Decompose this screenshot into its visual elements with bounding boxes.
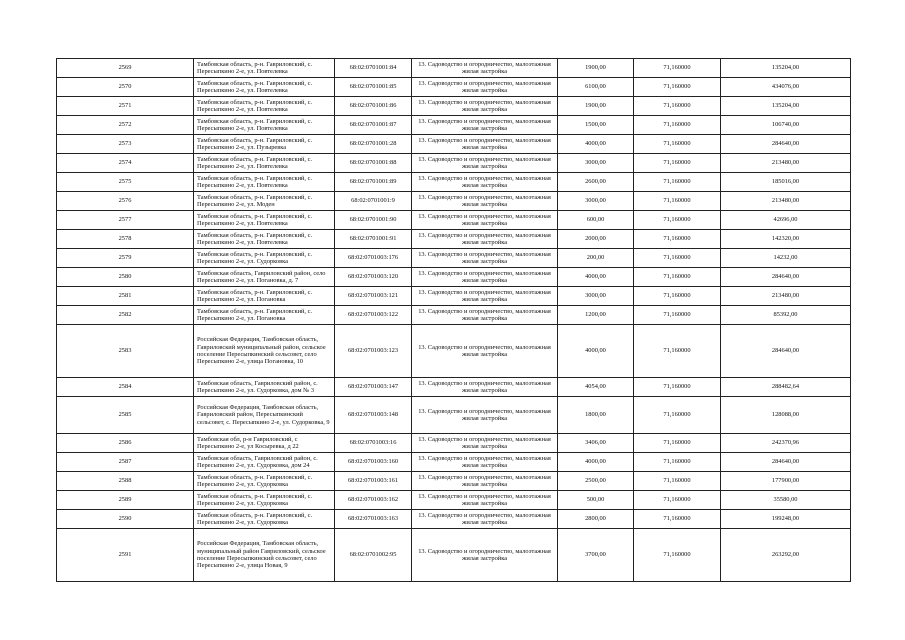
- cadastral-number-cell: 68:02:0701003:162: [335, 491, 412, 510]
- cadastral-value-cell: 35580,00: [721, 491, 851, 510]
- specific-value-cell: 71,160000: [634, 453, 721, 472]
- cadastral-value-cell: 284640,00: [721, 453, 851, 472]
- table-row: [57, 529, 851, 582]
- specific-value-cell: 71,160000: [634, 397, 721, 434]
- land-use-cell: 13. Садоводство и огородничество, малоэтажная жилая застройка: [412, 192, 558, 211]
- area-cell: 2600,00: [558, 173, 634, 192]
- row-number-cell: 2571: [57, 97, 194, 116]
- row-number-cell: 2582: [57, 306, 194, 325]
- area-cell: 600,00: [558, 211, 634, 230]
- area-cell: 2000,00: [558, 230, 634, 249]
- cadastral-number-cell: 68:02:0701003:160: [335, 453, 412, 472]
- row-number-cell: 2589: [57, 491, 194, 510]
- specific-value-cell: 71,160000: [634, 434, 721, 453]
- row-number-cell: 2577: [57, 211, 194, 230]
- address-cell: Российская Федерация, Тамбовская область, Гавриловский район, Пересыпкинский сельсовет, с. Пересыпкино 2-е, ул. Судорковка, 9: [194, 397, 335, 434]
- specific-value-cell: 71,160000: [634, 472, 721, 491]
- land-use-cell: 13. Садоводство и огородничество, малоэтажная жилая застройка: [412, 249, 558, 268]
- address-cell: Российская Федерация, Тамбовская область, Гавриловский муниципальный район, сельское поселение Пересыпкинский сельсовет, село Пересыпкино 2-е, улица Погановка, 10: [194, 325, 335, 378]
- specific-value-cell: 71,160000: [634, 230, 721, 249]
- area-cell: 3000,00: [558, 154, 634, 173]
- cadastral-number-cell: 68:02:0701001:90: [335, 211, 412, 230]
- area-cell: 3406,00: [558, 434, 634, 453]
- document-page: [56, 58, 851, 582]
- address-cell: Тамбовская область, р-н. Гавриловский, с. Пересыпкино 2-е, ул. Повтелевка: [194, 173, 335, 192]
- land-use-cell: 13. Садоводство и огородничество, малоэтажная жилая застройка: [412, 472, 558, 491]
- cadastral-number-cell: 68:02:0701001:89: [335, 173, 412, 192]
- specific-value-cell: 71,160000: [634, 173, 721, 192]
- cadastral-number-cell: 68:02:0701003:123: [335, 325, 412, 378]
- address-cell: Тамбовская область, р-н. Гавриловский, с. Пересыпкино 2-е, ул. Моден: [194, 192, 335, 211]
- area-cell: 1200,00: [558, 306, 634, 325]
- cadastral-value-cell: 213480,00: [721, 287, 851, 306]
- cadastral-value-cell: 42696,00: [721, 211, 851, 230]
- specific-value-cell: 71,160000: [634, 325, 721, 378]
- address-cell: Тамбовская обл, р-н Гавриловский, с Пересыпкино 2-е, ул Косыревка, д 22: [194, 434, 335, 453]
- row-number-cell: 2584: [57, 378, 194, 397]
- cadastral-number-cell: 68:02:0701001:28: [335, 135, 412, 154]
- table-row: [57, 287, 851, 306]
- cadastral-value-cell: 135204,00: [721, 59, 851, 78]
- area-cell: 2500,00: [558, 472, 634, 491]
- specific-value-cell: 71,160000: [634, 97, 721, 116]
- land-use-cell: 13. Садоводство и огородничество, малоэтажная жилая застройка: [412, 78, 558, 97]
- address-cell: Российская Федерация, Тамбовская область, муниципальный район Гавриловский, сельское поселение Пересыпкинский сельсовет, село Пересыпкино 2-е, улица Новая, 9: [194, 529, 335, 582]
- address-cell: Тамбовская область, р-н. Гавриловский, с. Пересыпкино 2-е, ул. Повтелевка: [194, 154, 335, 173]
- cadastral-number-cell: 68:02:0701001:88: [335, 154, 412, 173]
- cadastral-value-cell: 284640,00: [721, 325, 851, 378]
- land-use-cell: 13. Садоводство и огородничество, малоэтажная жилая застройка: [412, 529, 558, 582]
- specific-value-cell: 71,160000: [634, 378, 721, 397]
- specific-value-cell: 71,160000: [634, 287, 721, 306]
- cadastral-value-cell: 288482,64: [721, 378, 851, 397]
- specific-value-cell: 71,160000: [634, 306, 721, 325]
- cadastral-number-cell: 68:02:0701003:161: [335, 472, 412, 491]
- address-cell: Тамбовская область, р-н. Гавриловский, с. Пересыпкино 2-е, ул. Повтелевка: [194, 116, 335, 135]
- table-row: [57, 453, 851, 472]
- cadastral-value-cell: 106740,00: [721, 116, 851, 135]
- area-cell: 4000,00: [558, 325, 634, 378]
- table-body: [57, 59, 851, 582]
- table-row: [57, 378, 851, 397]
- address-cell: Тамбовская область, р-н. Гавриловский, с. Пересыпкино 2-е, ул. Погановка: [194, 306, 335, 325]
- land-use-cell: 13. Садоводство и огородничество, малоэтажная жилая застройка: [412, 116, 558, 135]
- address-cell: Тамбовская область, р-н. Гавриловский, с. Пересыпкино 2-е, ул. Судорковка: [194, 510, 335, 529]
- area-cell: 6100,00: [558, 78, 634, 97]
- cadastral-number-cell: 68:02:0701001:85: [335, 78, 412, 97]
- land-use-cell: 13. Садоводство и огородничество, малоэтажная жилая застройка: [412, 268, 558, 287]
- cadastral-value-cell: 284640,00: [721, 268, 851, 287]
- specific-value-cell: 71,160000: [634, 116, 721, 135]
- land-use-cell: 13. Садоводство и огородничество, малоэтажная жилая застройка: [412, 135, 558, 154]
- table-row: [57, 306, 851, 325]
- cadastral-number-cell: 68:02:0701001:9: [335, 192, 412, 211]
- area-cell: 2800,00: [558, 510, 634, 529]
- cadastral-value-cell: 284640,00: [721, 135, 851, 154]
- land-use-cell: 13. Садоводство и огородничество, малоэтажная жилая застройка: [412, 173, 558, 192]
- address-cell: Тамбовская область, р-н. Гавриловский, с. Пересыпкино 2-е, ул. Повтелевка: [194, 59, 335, 78]
- cadastral-number-cell: 68:02:0701001:84: [335, 59, 412, 78]
- row-number-cell: 2575: [57, 173, 194, 192]
- row-number-cell: 2570: [57, 78, 194, 97]
- row-number-cell: 2578: [57, 230, 194, 249]
- specific-value-cell: 71,160000: [634, 78, 721, 97]
- address-cell: Тамбовская область, р-н. Гавриловский, с. Пересыпкино 2-е, ул. Судорковка: [194, 249, 335, 268]
- land-use-cell: 13. Садоводство и огородничество, малоэтажная жилая застройка: [412, 306, 558, 325]
- address-cell: Тамбовская область, р-н. Гавриловский, с. Пересыпкино 2-е, ул. Погановка: [194, 287, 335, 306]
- specific-value-cell: 71,160000: [634, 192, 721, 211]
- cadastral-value-cell: 185016,00: [721, 173, 851, 192]
- area-cell: 4000,00: [558, 135, 634, 154]
- address-cell: Тамбовская область, р-н. Гавриловский, с. Пересыпкино 2-е, ул. Повтелевка: [194, 78, 335, 97]
- table-row: [57, 510, 851, 529]
- land-use-cell: 13. Садоводство и огородничество, малоэтажная жилая застройка: [412, 491, 558, 510]
- table-row: [57, 211, 851, 230]
- row-number-cell: 2591: [57, 529, 194, 582]
- specific-value-cell: 71,160000: [634, 491, 721, 510]
- cadastral-value-cell: 213480,00: [721, 192, 851, 211]
- table-row: [57, 397, 851, 434]
- row-number-cell: 2572: [57, 116, 194, 135]
- cadastral-number-cell: 68:02:0701003:122: [335, 306, 412, 325]
- row-number-cell: 2569: [57, 59, 194, 78]
- cadastral-value-cell: 135204,00: [721, 97, 851, 116]
- cadastral-value-cell: 14232,00: [721, 249, 851, 268]
- address-cell: Тамбовская область, р-н. Гавриловский, с. Пересыпкино 2-е, ул. Судорковка: [194, 472, 335, 491]
- table-row: [57, 472, 851, 491]
- cadastral-value-cell: 263292,00: [721, 529, 851, 582]
- cadastral-number-cell: 68:02:0701003:120: [335, 268, 412, 287]
- row-number-cell: 2585: [57, 397, 194, 434]
- specific-value-cell: 71,160000: [634, 59, 721, 78]
- cadastral-number-cell: 68:02:0701003:147: [335, 378, 412, 397]
- specific-value-cell: 71,160000: [634, 211, 721, 230]
- cadastral-value-cell: 85392,00: [721, 306, 851, 325]
- address-cell: Тамбовская область, р-н. Гавриловский, с. Пересыпкино 2-е, ул. Судорковка: [194, 491, 335, 510]
- area-cell: 500,00: [558, 491, 634, 510]
- row-number-cell: 2573: [57, 135, 194, 154]
- specific-value-cell: 71,160000: [634, 529, 721, 582]
- row-number-cell: 2586: [57, 434, 194, 453]
- address-cell: Тамбовская область, р-н. Гавриловский, с. Пересыпкино 2-е, ул. Повтелевка: [194, 230, 335, 249]
- table-row: [57, 192, 851, 211]
- row-number-cell: 2580: [57, 268, 194, 287]
- area-cell: 3000,00: [558, 287, 634, 306]
- table-row: [57, 78, 851, 97]
- address-cell: Тамбовская область, р-н. Гавриловский, с. Пересыпкино 2-е, ул. Повтелевка: [194, 211, 335, 230]
- table-row: [57, 325, 851, 378]
- area-cell: 1800,00: [558, 397, 634, 434]
- area-cell: 4000,00: [558, 268, 634, 287]
- cadastral-value-cell: 213480,00: [721, 154, 851, 173]
- address-cell: Тамбовская область, Гавриловский район, с. Пересыпкино 2-е, ул. Судорковка, дом 24: [194, 453, 335, 472]
- specific-value-cell: 71,160000: [634, 268, 721, 287]
- land-use-cell: 13. Садоводство и огородничество, малоэтажная жилая застройка: [412, 211, 558, 230]
- cadastral-number-cell: 68:02:0701003:121: [335, 287, 412, 306]
- land-use-cell: 13. Садоводство и огородничество, малоэтажная жилая застройка: [412, 154, 558, 173]
- land-plot-table: [56, 58, 851, 582]
- cadastral-number-cell: 68:02:0701003:176: [335, 249, 412, 268]
- cadastral-number-cell: 68:02:0701003:16: [335, 434, 412, 453]
- row-number-cell: 2590: [57, 510, 194, 529]
- cadastral-number-cell: 68:02:0701001:87: [335, 116, 412, 135]
- area-cell: 4000,00: [558, 453, 634, 472]
- address-cell: Тамбовская область, Гавриловский район, село Пересыпкино 2-е, ул. Погановка, д. 7: [194, 268, 335, 287]
- table-row: [57, 249, 851, 268]
- row-number-cell: 2587: [57, 453, 194, 472]
- cadastral-number-cell: 68:02:0701002:95: [335, 529, 412, 582]
- cadastral-number-cell: 68:02:0701003:148: [335, 397, 412, 434]
- specific-value-cell: 71,160000: [634, 510, 721, 529]
- cadastral-value-cell: 434076,00: [721, 78, 851, 97]
- table-row: [57, 230, 851, 249]
- cadastral-value-cell: 142320,00: [721, 230, 851, 249]
- area-cell: 3000,00: [558, 192, 634, 211]
- specific-value-cell: 71,160000: [634, 249, 721, 268]
- table-row: [57, 97, 851, 116]
- table-row: [57, 434, 851, 453]
- cadastral-value-cell: 199248,00: [721, 510, 851, 529]
- land-use-cell: 13. Садоводство и огородничество, малоэтажная жилая застройка: [412, 510, 558, 529]
- table-row: [57, 116, 851, 135]
- specific-value-cell: 71,160000: [634, 135, 721, 154]
- area-cell: 1500,00: [558, 116, 634, 135]
- row-number-cell: 2579: [57, 249, 194, 268]
- row-number-cell: 2576: [57, 192, 194, 211]
- address-cell: Тамбовская область, р-н. Гавриловский, с. Пересыпкино 2-е, ул. Повтелевка: [194, 97, 335, 116]
- row-number-cell: 2574: [57, 154, 194, 173]
- area-cell: 1900,00: [558, 97, 634, 116]
- cadastral-number-cell: 68:02:0701001:91: [335, 230, 412, 249]
- row-number-cell: 2583: [57, 325, 194, 378]
- land-use-cell: 13. Садоводство и огородничество, малоэтажная жилая застройка: [412, 97, 558, 116]
- specific-value-cell: 71,160000: [634, 154, 721, 173]
- land-use-cell: 13. Садоводство и огородничество, малоэтажная жилая застройка: [412, 434, 558, 453]
- cadastral-value-cell: 128088,00: [721, 397, 851, 434]
- table-row: [57, 154, 851, 173]
- table-row: [57, 59, 851, 78]
- address-cell: Тамбовская область, Гавриловский район, с. Пересыпкино 2-е, ул. Судорковка, дом № 3: [194, 378, 335, 397]
- cadastral-value-cell: 242370,96: [721, 434, 851, 453]
- land-use-cell: 13. Садоводство и огородничество, малоэтажная жилая застройка: [412, 230, 558, 249]
- cadastral-value-cell: 177900,00: [721, 472, 851, 491]
- area-cell: 1900,00: [558, 59, 634, 78]
- land-use-cell: 13. Садоводство и огородничество, малоэтажная жилая застройка: [412, 453, 558, 472]
- cadastral-number-cell: 68:02:0701001:86: [335, 97, 412, 116]
- land-use-cell: 13. Садоводство и огородничество, малоэтажная жилая застройка: [412, 59, 558, 78]
- land-use-cell: 13. Садоводство и огородничество, малоэтажная жилая застройка: [412, 397, 558, 434]
- table-row: [57, 135, 851, 154]
- row-number-cell: 2588: [57, 472, 194, 491]
- table-row: [57, 173, 851, 192]
- area-cell: 3700,00: [558, 529, 634, 582]
- address-cell: Тамбовская область, р-н. Гавриловский, с. Пересыпкино 2-е, ул. Пузыревка: [194, 135, 335, 154]
- table-row: [57, 491, 851, 510]
- area-cell: 200,00: [558, 249, 634, 268]
- row-number-cell: 2581: [57, 287, 194, 306]
- area-cell: 4054,00: [558, 378, 634, 397]
- land-use-cell: 13. Садоводство и огородничество, малоэтажная жилая застройка: [412, 287, 558, 306]
- land-use-cell: 13. Садоводство и огородничество, малоэтажная жилая застройка: [412, 325, 558, 378]
- table-row: [57, 268, 851, 287]
- land-use-cell: 13. Садоводство и огородничество, малоэтажная жилая застройка: [412, 378, 558, 397]
- cadastral-number-cell: 68:02:0701003:163: [335, 510, 412, 529]
